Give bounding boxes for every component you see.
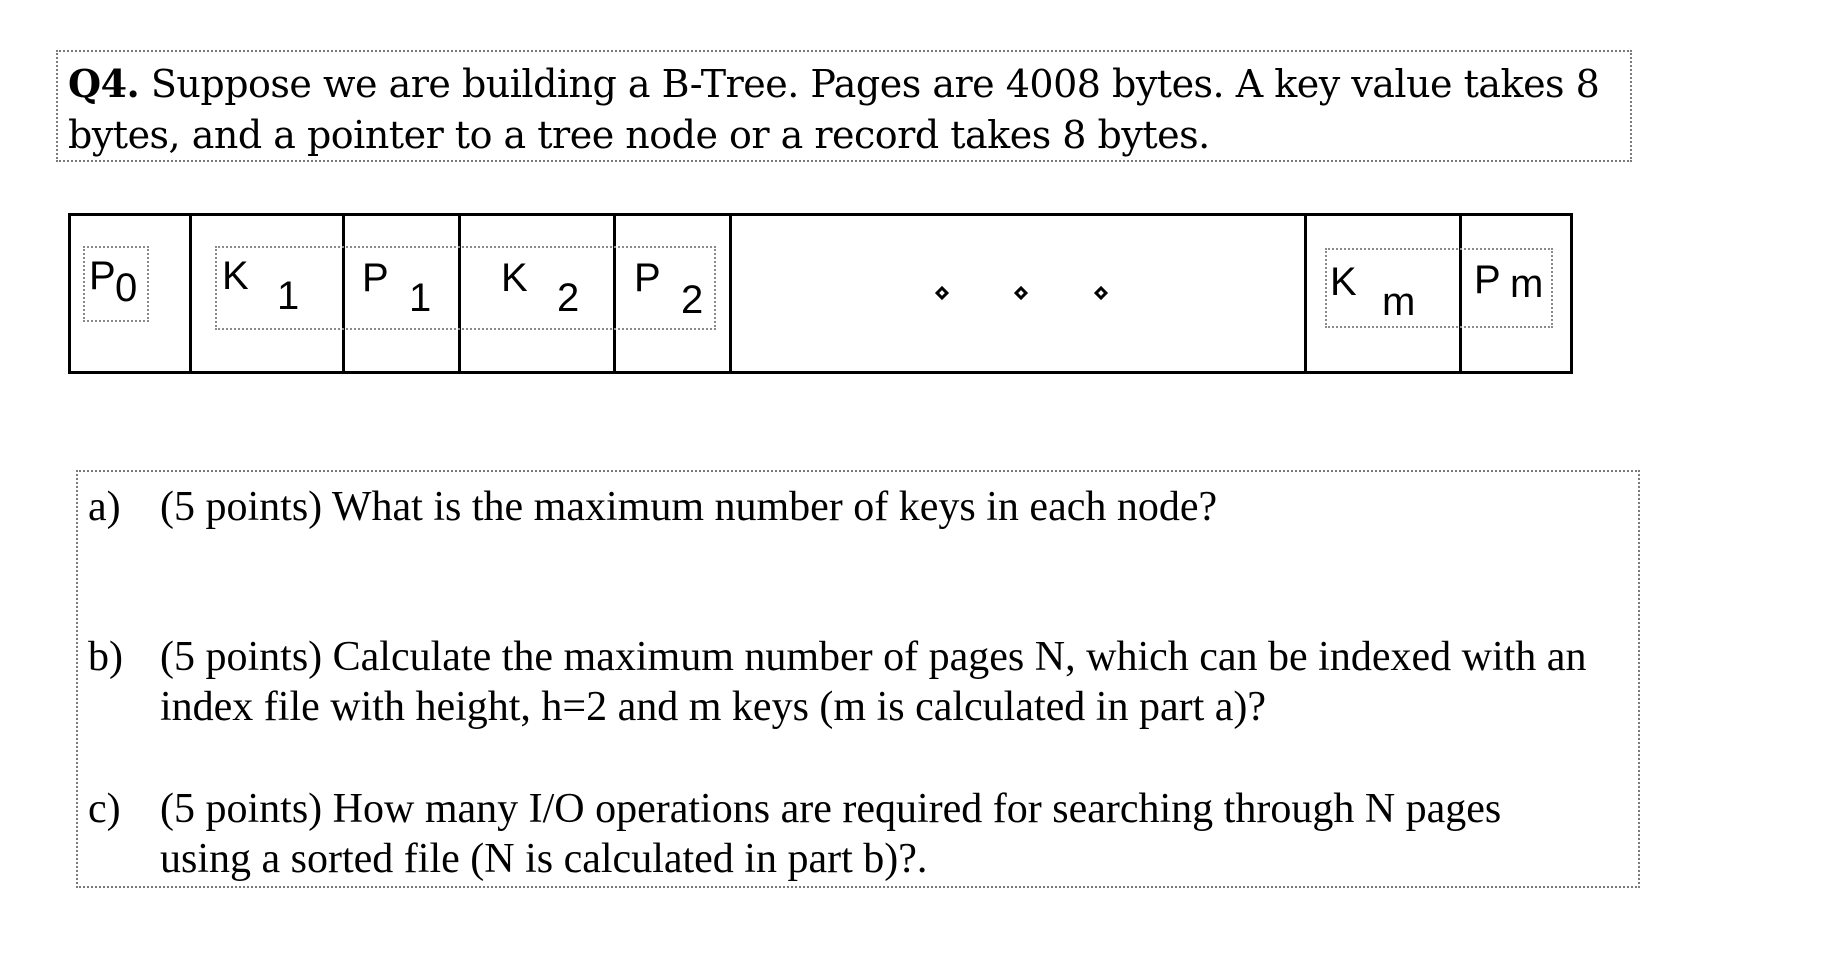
- pm-subscript: m: [1510, 262, 1544, 306]
- question-box: [56, 50, 1632, 162]
- km-letter: K: [1330, 260, 1357, 304]
- part-b-label: b): [88, 634, 123, 680]
- p0-letter: P: [89, 254, 116, 298]
- k1-subscript: 1: [277, 274, 300, 318]
- k2-letter: K: [501, 256, 528, 300]
- k1-letter: K: [222, 254, 249, 298]
- pm-letter: P: [1474, 258, 1501, 302]
- km-subscript: m: [1382, 280, 1416, 324]
- ellipsis-diamond-icon: [935, 286, 949, 300]
- p0-subscript: 0: [115, 266, 138, 310]
- ellipsis-diamond-icon: [1014, 286, 1028, 300]
- part-b-text-line-2: index file with height, h=2 and m keys (m is calculated in part a)?: [160, 684, 1267, 730]
- part-c-text-line-1: (5 points) How many I/O operations are required for searching through N pages: [160, 786, 1502, 832]
- part-c-text-line-2: using a sorted file (N is calculated in part b)?.: [160, 836, 928, 882]
- part-a-label: a): [88, 484, 121, 530]
- p1-letter: P: [362, 256, 389, 300]
- question-number: Q4.: [68, 61, 140, 106]
- parts-box: [76, 470, 1640, 888]
- part-b-text-line-1: (5 points) Calculate the maximum number of pages N, which can be indexed with an: [160, 634, 1587, 680]
- question-line-1: [68, 58, 1630, 110]
- cell-p0: [83, 246, 149, 322]
- question-text-line-2: bytes, and a pointer to a tree node or a record takes 8 bytes.: [68, 113, 1210, 157]
- p1-subscript: 1: [409, 276, 432, 320]
- p2-subscript: 2: [681, 278, 704, 322]
- part-a-text: (5 points) What is the maximum number of keys in each node?: [160, 484, 1218, 530]
- p2-letter: P: [634, 256, 661, 300]
- k2-subscript: 2: [557, 276, 580, 320]
- ellipsis-diamond-icon: [1094, 286, 1108, 300]
- node-divider: [729, 216, 732, 371]
- question-text-line-1: Suppose we are building a B-Tree. Pages are 4008 bytes. A key value takes 8: [150, 62, 1600, 106]
- btree-node-diagram: [68, 213, 1573, 374]
- node-divider: [1304, 216, 1307, 371]
- part-c-label: c): [88, 786, 121, 832]
- node-divider: [189, 216, 192, 371]
